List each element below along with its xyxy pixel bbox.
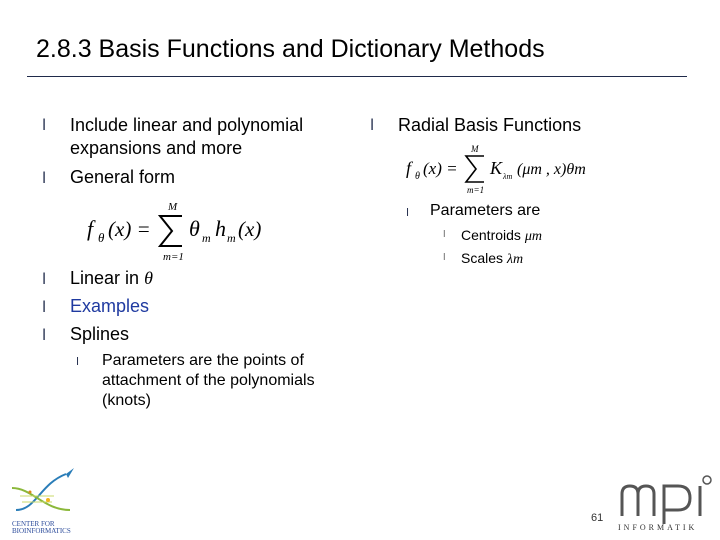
page-number: 61 xyxy=(591,512,604,524)
rbf-formula xyxy=(404,142,604,196)
theta-symbol: θ xyxy=(144,268,153,288)
bullet-general-form: General form xyxy=(70,167,176,187)
tiny-bullet-marker: l xyxy=(443,253,446,263)
formula-f-subscript: θ xyxy=(98,230,105,245)
formula-f: f xyxy=(87,216,94,241)
dna-helix-icon xyxy=(12,468,74,510)
logo-text-line-2: BIOINFORMATICS xyxy=(12,527,71,535)
bullet-marker: l xyxy=(42,169,47,187)
sub-bullet-marker: l xyxy=(406,206,410,219)
rbf-K-subscript: λm xyxy=(503,172,513,181)
bullet-marker: l xyxy=(42,270,47,288)
bullet-radial: Radial Basis Functions xyxy=(398,115,582,135)
lambda-symbol: λm xyxy=(506,252,524,267)
formula-h-subscript: m xyxy=(227,231,236,245)
rbf-sum-lower: m=1 xyxy=(467,185,485,195)
sub-bullet-knots-line-2: attachment of the polynomials xyxy=(102,372,315,389)
rbf-f: f xyxy=(406,158,412,178)
sub-bullet-marker: l xyxy=(76,355,80,368)
sub-bullet-knots-line-3: (knots) xyxy=(102,392,151,409)
logo-text-line-1: CENTER FOR xyxy=(12,520,55,528)
summation-sign xyxy=(160,216,182,246)
sub-bullet-knots-line-1: Parameters are the points of xyxy=(102,352,304,369)
bullet-marker: l xyxy=(42,326,47,344)
general-form-formula xyxy=(85,198,285,264)
bullet-linear-text: Linear in xyxy=(70,268,140,288)
rbf-K: K xyxy=(490,158,503,178)
rbf-K-args: (μm , x)θm xyxy=(517,161,586,178)
title-divider xyxy=(27,76,687,77)
slide-title: 2.8.3 Basis Functions and Dictionary Methods xyxy=(36,35,545,63)
bullet-parameters-are: Parameters are xyxy=(430,202,541,219)
sub-bullet-scales xyxy=(461,250,523,268)
formula-sum-upper: M xyxy=(168,201,178,213)
bioinformatics-logo xyxy=(8,462,108,536)
tiny-bullet-marker: l xyxy=(443,230,446,240)
bullet-marker: l xyxy=(370,116,375,134)
bullet-include-line-1: Include linear and polynomial xyxy=(70,115,304,135)
centroids-text: Centroids xyxy=(461,227,521,243)
sub-bullet-centroids xyxy=(461,227,542,245)
formula-theta-subscript: m xyxy=(202,231,211,245)
mpi-informatik-logo xyxy=(616,474,718,536)
rbf-sum-upper: M xyxy=(471,144,479,154)
rbf-arg: (x) = xyxy=(423,159,458,178)
bullet-marker: l xyxy=(42,116,47,134)
mu-symbol: μm xyxy=(524,229,542,244)
bullet-include xyxy=(70,114,360,160)
bullet-marker: l xyxy=(42,298,47,316)
rbf-f-subscript: θ xyxy=(415,171,420,182)
rbf-summation-sign xyxy=(466,156,484,182)
formula-theta: θ xyxy=(189,216,200,241)
bullet-include-line-2: expansions and more xyxy=(70,138,243,158)
bullet-linear xyxy=(70,267,153,290)
formula-arg: (x) = xyxy=(108,217,151,241)
sub-bullet-knots xyxy=(102,351,362,411)
mpi-letters-icon xyxy=(622,476,711,524)
formula-sum-lower: m=1 xyxy=(163,251,184,263)
informatik-text: INFORMATIK xyxy=(618,523,698,532)
bullet-splines: Splines xyxy=(70,324,130,344)
examples-link[interactable]: Examples xyxy=(70,296,150,316)
scales-text: Scales xyxy=(461,250,504,266)
formula-h-arg: (x) xyxy=(238,217,262,241)
formula-h: h xyxy=(215,216,226,241)
